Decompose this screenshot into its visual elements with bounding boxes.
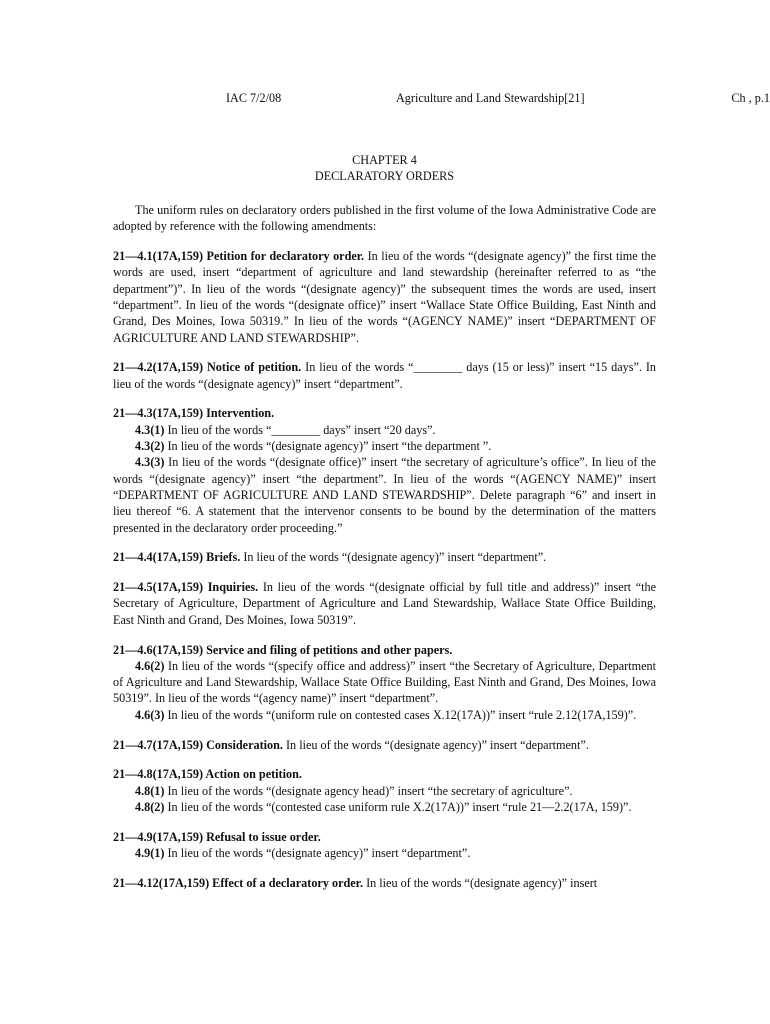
rule-4-7 xyxy=(113,737,656,753)
subrule xyxy=(113,799,656,815)
header-page: Ch , p.1 xyxy=(731,91,770,105)
subrule xyxy=(113,845,656,861)
subrule-text: In lieu of the words “(designate agency)” insert “department”. xyxy=(167,846,471,860)
subrule-text: In lieu of the words “(contested case uniform rule X.2(17A))” insert “rule 21—2.2(17A, 159)”. xyxy=(167,799,632,814)
rule-heading: 21—4.2(17A,159) Notice of petition. xyxy=(113,360,302,375)
rule-heading: 21—4.5(17A,159) Inquiries. xyxy=(113,580,259,595)
subrule xyxy=(113,454,656,535)
subrule-text: In lieu of the words “(designate office)” insert “the secretary of agriculture’s office”. In lieu of the words “(designate agency)” insert “the department”. In lieu of the words “(AGENCY NAME)” insert “DEPARTMENT OF AGRICULTURE AND LAND STEWARDSHIP”. Delete paragraph “6” and insert in lieu thereof “6. A statement that the intervenor consents to be bound by the determination of the matters presented in the declaratory order proceeding.” xyxy=(113,455,656,535)
subrule xyxy=(113,707,656,723)
rule-4-4 xyxy=(113,549,656,565)
subrule-number: 4.6(2) xyxy=(135,658,165,673)
subrule-number: 4.9(1) xyxy=(135,846,165,860)
subrule-text: In lieu of the words “(designate agency)” insert “the department ”. xyxy=(167,439,492,454)
rule-heading: 21—4.6(17A,159) Service and filing of petitions and other papers. xyxy=(113,642,453,657)
subrule-text: In lieu of the words “(uniform rule on contested cases X.12(17A))” insert “rule 2.12(17A,159)”. xyxy=(167,707,637,722)
rule-4-3 xyxy=(113,405,656,535)
rule-heading: 21—4.7(17A,159) Consideration. xyxy=(113,737,283,752)
rule-text: In lieu of the words “(designate agency)” insert “department”. xyxy=(286,737,589,752)
subrule xyxy=(113,422,656,438)
subrule-number: 4.3(1) xyxy=(135,422,165,437)
subrule-text: In lieu of the words “________ days” insert “20 days”. xyxy=(167,422,436,437)
rule-heading: 21—4.1(17A,159) Petition for declaratory order. xyxy=(113,249,365,264)
rule-text: In lieu of the words “(designate agency)” the first time the words are used, insert “department of agriculture and land stewardship (hereinafter referred to as “the department”)”. In lieu of the words “(designate agency)” the subsequent times the words are used, insert “department”. In lieu of the words “(designate office)” insert “Wallace State Office Building, East Ninth and Grand, Des Moines, Iowa 50319.” In lieu of the words “(AGENCY NAME)” insert “DEPARTMENT OF AGRICULTURE AND LAND STEWARDSHIP”. xyxy=(113,249,656,345)
rule-4-8 xyxy=(113,766,656,815)
rule-4-9 xyxy=(113,829,656,862)
subrule-text: In lieu of the words “(designate agency head)” insert “the secretary of agriculture”. xyxy=(167,783,573,798)
chapter-number: CHAPTER 4 xyxy=(352,153,417,167)
subrule xyxy=(113,783,656,799)
rule-4-5 xyxy=(113,579,656,628)
rule-heading: 21—4.9(17A,159) Refusal to issue order. xyxy=(113,829,321,844)
subrule-text: In lieu of the words “(specify office and address)” insert “the Secretary of Agriculture, Department of Agriculture and Land Stewardship, Wallace State Office Building, East Ninth and Grand, Des Moines, Iowa 50319”. In lieu of the words “(agency name)” insert “department”. xyxy=(113,658,656,706)
header-title: Agriculture and Land Stewardship[21] xyxy=(396,91,585,105)
rule-4-1 xyxy=(113,248,656,346)
subrule-number: 4.6(3) xyxy=(135,707,165,722)
subrule-number: 4.3(3) xyxy=(135,455,165,470)
rule-4-2 xyxy=(113,359,656,392)
rule-4-6 xyxy=(113,642,656,723)
subrule-number: 4.8(1) xyxy=(135,783,165,798)
rule-text: In lieu of the words “________ days (15 or less)” insert “15 days”. In lieu of the words “(designate agency)” insert “department”. xyxy=(113,360,657,391)
rule-text: In lieu of the words “(designate agency)” insert “department”. xyxy=(243,550,547,565)
rule-heading: 21—4.3(17A,159) Intervention. xyxy=(113,406,275,421)
subrule-number: 4.3(2) xyxy=(135,439,165,454)
subrule xyxy=(113,438,656,454)
subrule-number: 4.8(2) xyxy=(135,799,165,814)
intro-paragraph: The uniform rules on declaratory orders published in the first volume of the Iowa Administrative Code are adopted by reference with the following amendments: xyxy=(113,203,656,234)
header-date: IAC 7/2/08 xyxy=(226,91,282,105)
rule-text: In lieu of the words “(designate agency)” insert xyxy=(366,875,598,890)
chapter-title: DECLARATORY ORDERS xyxy=(314,169,455,183)
rule-heading: 21—4.4(17A,159) Briefs. xyxy=(113,550,241,565)
subrule xyxy=(113,658,656,707)
rule-heading: 21—4.8(17A,159) Action on petition. xyxy=(113,767,302,782)
rule-text: In lieu of the words “(designate official by full title and address)” insert “the Secretary of Agriculture, Department of Agriculture and Land Stewardship, Wallace State Office Building, East Ninth and Grand, Des Moines, Iowa 50319”. xyxy=(113,580,656,627)
rule-heading: 21—4.12(17A,159) Effect of a declaratory order. xyxy=(113,875,364,890)
rule-4-12 xyxy=(113,875,656,891)
page-header xyxy=(0,90,770,108)
document-body xyxy=(113,202,656,905)
chapter-heading xyxy=(113,152,656,184)
